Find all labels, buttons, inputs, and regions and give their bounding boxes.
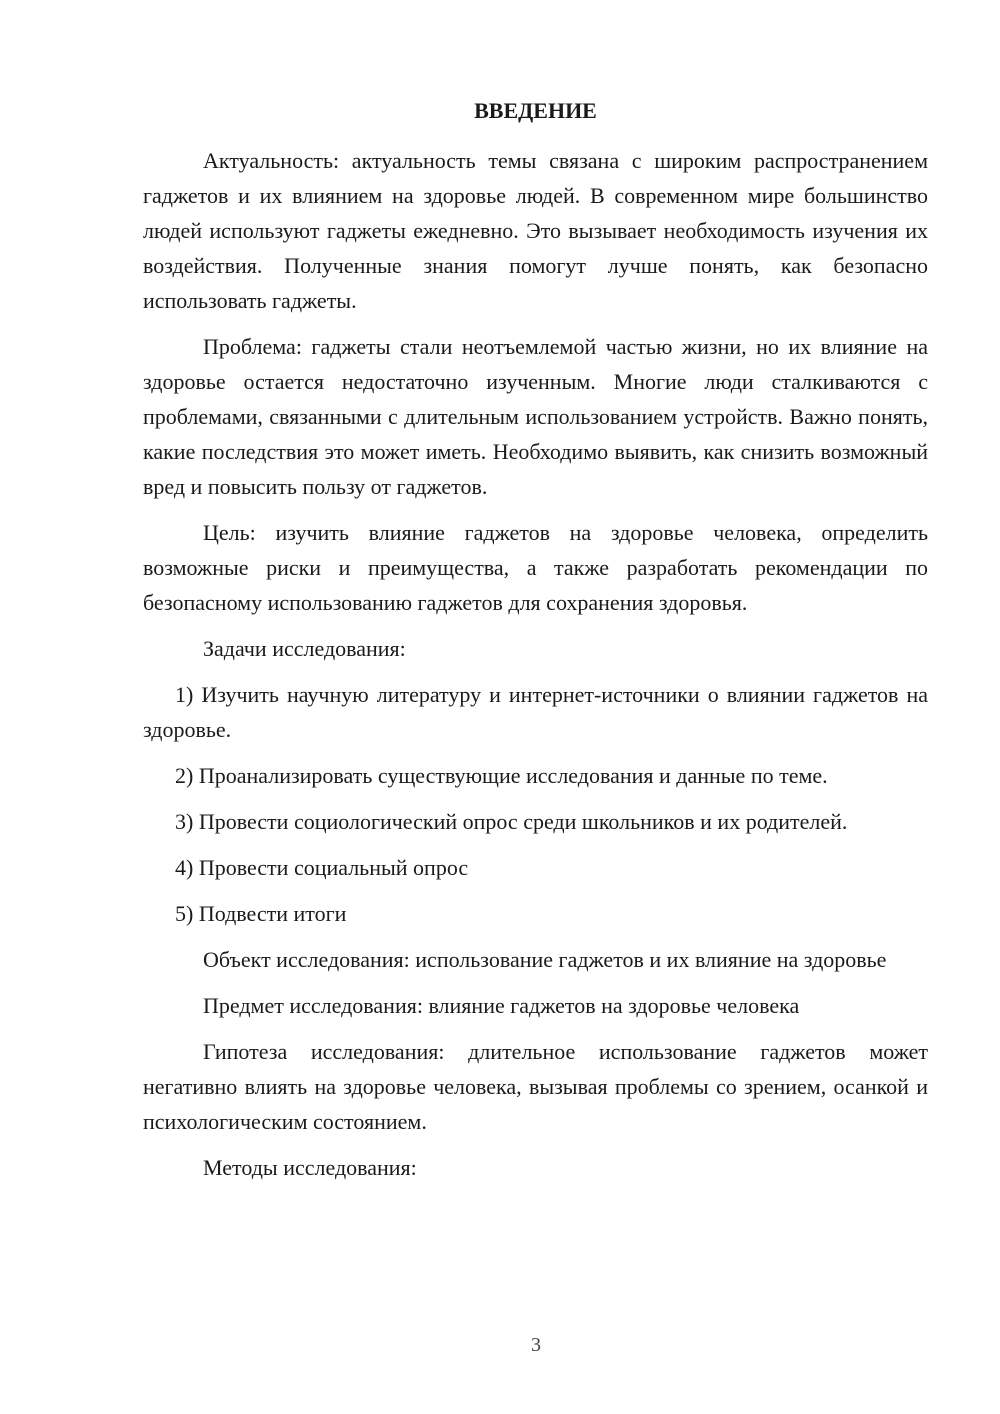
page-heading: ВВЕДЕНИЕ [474,98,597,123]
list-item-task-4: 4) Провести социальный опрос [175,855,469,880]
paragraph-subject: Предмет исследования: влияние гаджетов на здоровье человека [203,993,800,1018]
list-item-task-5: 5) Подвести итоги [175,901,347,926]
document-body [143,143,928,1196]
paragraph-object: Объект исследования: использование гаджетов и их влияние на здоровье [203,947,887,972]
paragraph-goal: Цель: изучить влияние гаджетов на здоровье человека, определить возможные риски и преимущества, а также разработать рекомендации по безопасному использованию гаджетов для сохранения здоровья. [143,520,928,615]
list-item-task-3: 3) Провести социологический опрос среди школьников и их родителей. [175,809,848,834]
tasks-title: Задачи исследования: [203,636,406,661]
paragraph-problem: Проблема: гаджеты стали неотъемлемой частью жизни, но их влияние на здоровье остается недостаточно изученным. Многие люди сталкиваются с проблемами, связанными с длительным использованием устройств. Важно понять, какие последствия это может иметь. Необходимо выявить, как снизить возможный вред и повысить пользу от гаджетов. [143,334,928,499]
list-item-task-1: 1) Изучить научную литературу и интернет-источники о влиянии гаджетов на здоровье. [143,682,928,742]
list-item-task-2: 2) Проанализировать существующие исследования и данные по теме. [175,763,828,788]
paragraph-methods: Методы исследования: [203,1155,417,1180]
paragraph-relevance: Актуальность: актуальность темы связана с широким распространением гаджетов и их влиянием на здоровье людей. В современном мире большинство людей используют гаджеты ежедневно. Это вызывает необходимость изучения их воздействия. Полученные знания помогут лучше понять, как безопасно использовать гаджеты. [143,148,928,313]
paragraph-hypothesis: Гипотеза исследования: длительное использование гаджетов может негативно влиять на здоровье человека, вызывая проблемы со зрением, осанкой и психологическим состоянием. [143,1039,928,1134]
page-number: 3 [531,1334,541,1356]
